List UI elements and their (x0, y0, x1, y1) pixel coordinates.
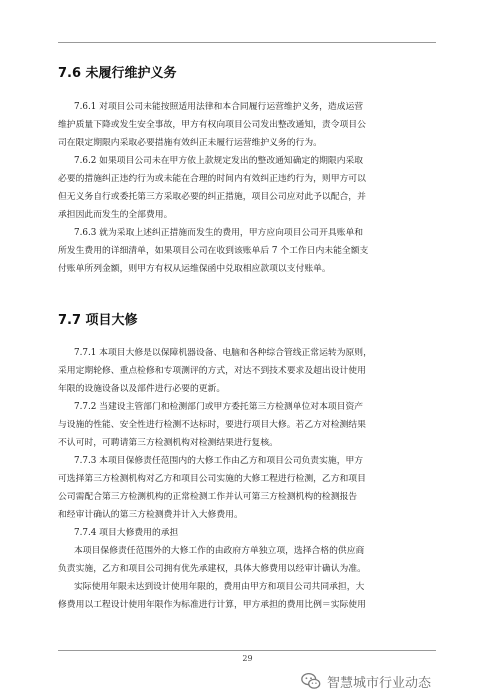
paragraph-line: 采用定期轮修、重点检修和专项测评的方式，对达不到技术要求及超出设计使用 (58, 366, 366, 376)
footer-rule (58, 650, 436, 651)
paragraph-line: 付账单所列金额，则甲方有权从运维保函中兑取相应款项以支付账单。 (58, 264, 331, 274)
paragraph-line: 和经审计确认的第三方检测费并计入大修费用。 (58, 510, 243, 520)
paragraph-line: 7.6.2 如果项目公司未在甲方依上款规定发出的整改通知确定的期限内采取 (74, 156, 364, 166)
paragraph-line: 与设施的性能、安全性进行检测不达标时，要进行项目大修。若乙方对检测结果 (58, 420, 366, 430)
paragraph-line: 7.7.3 本项目保修责任范围内的大修工作由乙方和项目公司负责实施，甲方 (74, 456, 364, 466)
subsection-title-7-7-4: 7.7.4 项目大修费用的承担 (74, 528, 179, 538)
header-rule (58, 42, 436, 43)
paragraph-line: 7.7.1 本项目大修是以保障机器设备、电脑和各种综合管线正常运转为原则， (74, 348, 372, 358)
paragraph-line: 7.7.2 当建设主管部门和检测部门或甲方委托第三方检测单位对本项目资产 (74, 402, 364, 412)
paragraph-line: 负责实施，乙方和项目公司拥有优先承建权，具体大修费用以经审计确认为准。 (58, 564, 366, 574)
paragraph-line: 7.6.1 对项目公司未能按照适用法律和本合同履行运营维护义务，造成运营 (74, 102, 364, 112)
paragraph-line: 维护质量下降或发生安全事故，甲方有权向项目公司发出整改通知，责令项目公 (58, 120, 366, 130)
source-watermark (300, 670, 431, 692)
paragraph-line: 公司需配合第三方检测机构的正常检测工作并认可第三方检测机构的检测报告 (58, 492, 358, 502)
section-heading-7-7: 7.7 项目大修 (58, 313, 138, 328)
paragraph-line: 本项目保修责任范围外的大修工作的由政府方单独立项，选择合格的供应商 (74, 546, 365, 556)
paragraph-line: 司在限定期限内采取必要措施有效纠正未履行运营维护义务的行为。 (58, 138, 322, 148)
watermark-text: 智慧城市行业动态 (327, 675, 432, 691)
wechat-icon (300, 670, 322, 692)
paragraph-line: 实际使用年限未达到设计使用年限的，费用由甲方和项目公司共同承担，大 (74, 582, 365, 592)
paragraph-line: 修费用以工程设计使用年限作为标准进行计算，甲方承担的费用比例＝实际使用 (58, 600, 366, 610)
paragraph-line: 承担因此而发生的全部费用。 (58, 210, 173, 220)
section-heading-7-6: 7.6 未履行维护义务 (58, 66, 177, 81)
paragraph-line: 7.6.3 就为采取上述纠正措施而发生的费用，甲方应向项目公司开具账单和 (74, 228, 364, 238)
page-number: 29 (242, 654, 253, 663)
paragraph-line: 但无义务自行或委托第三方采取必要的纠正措施，项目公司应对此予以配合，并 (58, 192, 366, 202)
paragraph-line: 所发生费用的详细清单，如果项目公司在收到该账单后 7 个工作日内未能全额支 (58, 246, 369, 256)
paragraph-line: 可选择第三方检测机构对乙方和项目公司实施的大修工程进行检测，乙方和项目 (58, 474, 366, 484)
paragraph-line: 必要的措施纠正违约行为或未能在合理的时间内有效纠正违约行为，则甲方可以 (58, 174, 366, 184)
paragraph-line: 不认可时，可聘请第三方检测机构对检测结果进行复核。 (58, 438, 278, 448)
paragraph-line: 年限的设施设备以及部件进行必要的更新。 (58, 384, 226, 394)
